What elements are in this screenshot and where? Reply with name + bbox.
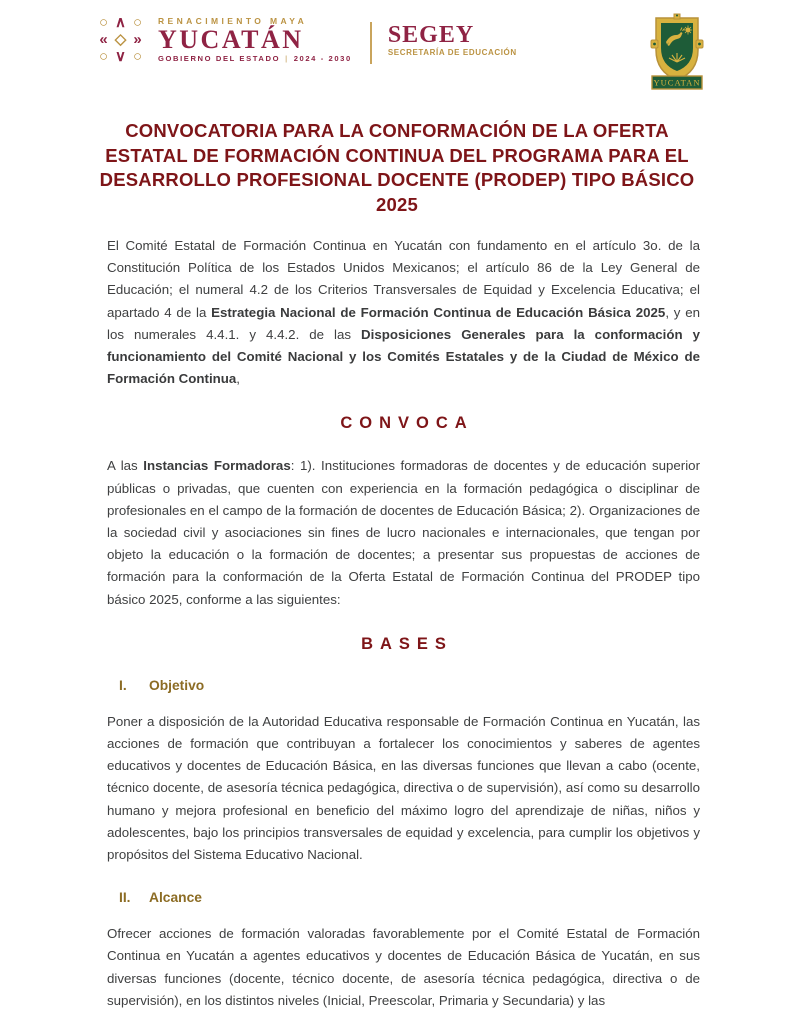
yucatan-coat-of-arms-icon <box>648 12 706 97</box>
alcance-paragraph: Ofrecer acciones de formación valoradas favorablemente por el Comité Estatal de Formación Continua en Yucatán a agentes educativos y docentes de Educación Básica de Yucatán, en sus diversas funciones (docente, técnico docente, de asesoría técnica pedagógica, directiva o de supervisión), en los distintos niveles (Inicial, Preescolar, Primaria y Secundaria) y las <box>107 926 700 1008</box>
chevron-down-glyph: ∨ <box>115 48 126 65</box>
segey-name: SECRETARÍA DE EDUCACIÓN <box>387 48 517 57</box>
divider-glyph: | <box>285 54 289 63</box>
document-title <box>77 119 717 217</box>
segey-acronym: SEGEY <box>387 22 475 48</box>
title-line: CONVOCATORIA PARA LA CONFORMACIÓN DE LA OFERTA <box>125 120 669 141</box>
section-numeral: I. <box>119 677 127 693</box>
shield-banner-text: YUCATAN <box>653 77 701 88</box>
maya-pattern-row <box>95 31 146 48</box>
title-line: ESTATAL DE FORMACIÓN CONTINUA DEL PROGRAMA PARA EL <box>105 144 689 166</box>
header-divider <box>370 22 372 64</box>
brand-name: YUCATÁN <box>158 25 304 54</box>
maya-pattern-row <box>95 48 146 65</box>
section-title: Objetivo <box>149 677 205 693</box>
section-heading-alcance <box>107 890 700 905</box>
section-heading-objetivo <box>107 678 700 693</box>
chevron-up-glyph: ∧ <box>115 14 126 31</box>
objetivo-paragraph: Poner a disposición de la Autoridad Educativa responsable de Formación Continua en Yucatán, las acciones de formación que contribuyan a fortalecer los conocimientos y saberes de agentes educativos y docentes de Educación Básica, en las diversas funciones que llevan a cabo (ocente, técnico docente, de asesoría técnica pedagógica, directiva o de supervisión), así como su desarrollo humano y mejora profesional en beneficio del máximo logro del aprendizaje de niñas, niños y adolescentes, bajo los principios transversales de equidad y excelencia, para cumplir los objetivos y propósitos del Sistema Educativo Nacional. <box>107 713 700 863</box>
convoca-paragraph <box>107 455 700 610</box>
intro-paragraph <box>107 235 700 390</box>
document-body <box>0 235 794 1012</box>
text-segment: A las <box>107 458 144 474</box>
text-segment: Disposiciones Generales para la conformación y funcionamiento del Comité Nacional y los Comités Estatales y de la Ciudad de México de Formación Continua <box>107 326 700 387</box>
government-label: GOBIERNO DEL ESTADO <box>158 54 281 63</box>
chevron-right-glyph: » <box>133 31 142 48</box>
maya-pattern-row <box>95 14 146 31</box>
segey-logo <box>388 22 517 57</box>
chevron-left-glyph: « <box>99 31 108 48</box>
title-line: DESARROLLO PROFESIONAL DOCENTE (PRODEP) TIPO BÁSICO <box>99 169 695 190</box>
diamond-glyph: ◇ <box>114 31 127 48</box>
shield-icon <box>648 12 706 92</box>
ring-glyph: ○ <box>98 48 109 65</box>
text-segment: Instancias Formadoras <box>143 458 291 474</box>
brand-wordmark <box>158 16 352 63</box>
section-numeral: II. <box>119 890 131 906</box>
government-period: 2024 - 2030 <box>293 54 352 63</box>
ring-glyph: ○ <box>98 14 109 31</box>
brand-government-line <box>158 54 352 63</box>
ring-glyph: ○ <box>132 14 143 31</box>
title-line: 2025 <box>376 193 418 215</box>
page-header <box>0 0 794 97</box>
section-title: Alcance <box>149 890 202 906</box>
text-segment: Estrategia Nacional de Formación Continua de Educación Básica 2025 <box>211 304 666 320</box>
text-segment: , <box>236 371 240 387</box>
convoca-heading: CONVOCA <box>340 414 474 433</box>
text-segment: El Comité Estatal de Formación Continua en Yucatán con fundamento en el artículo 3o. de la Constitución Política de los Estados Unidos Mexicanos; el artículo 86 de la Ley General de Educación; el numeral 4.2 de los Criterios Transversales de Equidad y Excelencia Educativa; el apartado 4 de la <box>107 238 700 320</box>
text-segment: : 1). Instituciones formadoras de docentes y de educación superior públicas o privadas, que cuenten con experiencia en la formación pedagógica o disciplinar de profesionales en el campo de la formación de docentes de Educación Básica; 2). Organizaciones de la sociedad civil y asociaciones sin fines de lucro nacionales e internacionales, que tengan por objeto la educación o la formación de docentes; a presentar sus propuestas de acciones de formación para la conformación de la Oferta Estatal de Formación Continua del PRODEP tipo básico 2025, conforme a las siguientes: <box>107 458 701 607</box>
ring-glyph: ○ <box>132 48 143 65</box>
bases-heading: BASES <box>361 634 453 653</box>
brand-tagline: RENACIMIENTO MAYA <box>158 16 308 26</box>
text-segment: , y en los numerales 4.4.1. y 4.4.2. de las <box>107 304 700 342</box>
yucatan-government-logo <box>95 14 352 65</box>
maya-pattern-icon <box>95 14 146 65</box>
